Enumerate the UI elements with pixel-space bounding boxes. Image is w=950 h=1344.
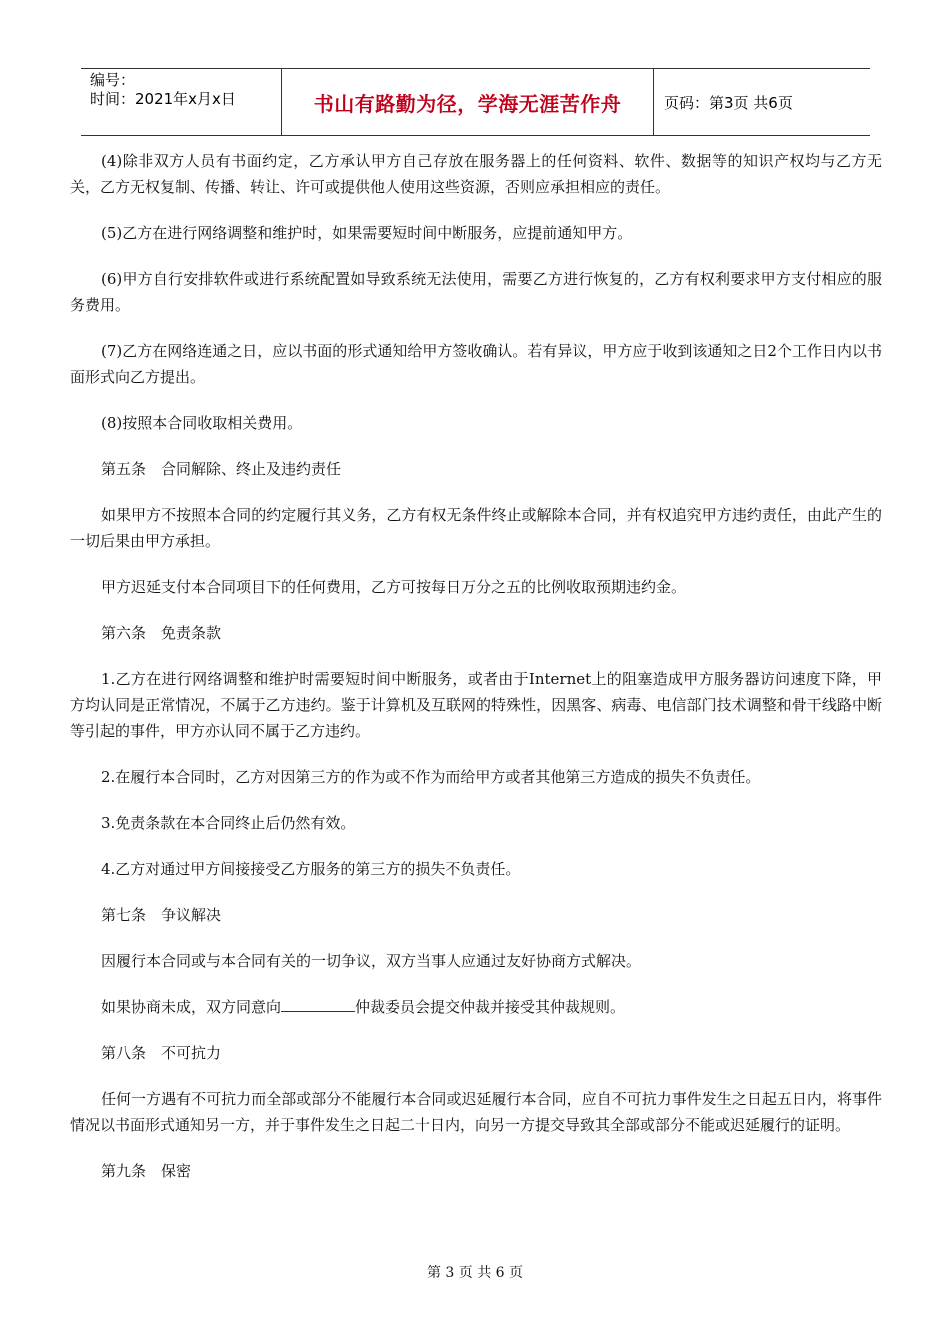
paragraph: 甲方迟延支付本合同项目下的任何费用，乙方可按每日万分之五的比例收取预期违约金。 <box>101 578 687 596</box>
paragraph: 3.免责条款在本合同终止后仍然有效。 <box>101 814 356 832</box>
document-body <box>70 148 882 1204</box>
paragraph: 4.乙方对通过甲方间接接受乙方服务的第三方的损失不负责任。 <box>101 860 521 878</box>
arbitration-blank-field <box>281 997 355 1012</box>
paragraph-arbitration <box>70 994 882 1020</box>
header-page-info: 页码：第3页 共6页 <box>664 93 793 112</box>
paragraph: (4)除非双方人员有书面约定，乙方承认甲方自己存放在服务器上的任何资料、软件、数据等的知识产权均与乙方无关，乙方无权复制、传播、转让、许可或提供他人使用这些资源，否则应承担相应的责任。 <box>70 152 882 196</box>
header-motto: 书山有路勤为径，学海无涯苦作舟 <box>282 69 654 135</box>
paragraph: (6)甲方自行安排软件或进行系统配置如导致系统无法使用，需要乙方进行恢复的，乙方有权利要求甲方支付相应的服务费用。 <box>70 270 882 314</box>
section-heading-5: 第五条 合同解除、终止及违约责任 <box>101 460 342 478</box>
paragraph: 任何一方遇有不可抗力而全部或部分不能履行本合同或迟延履行本合同，应自不可抗力事件发生之日起五日内，将事件情况以书面形式通知另一方，并于事件发生之日起二十日内，向另一方提交导致其全部或部分不能或迟延履行的证明。 <box>70 1090 882 1134</box>
page-header <box>81 68 870 136</box>
page-footer <box>0 1262 950 1282</box>
header-meta <box>81 69 282 135</box>
section-heading-9: 第九条 保密 <box>101 1162 192 1180</box>
section-heading-7: 第七条 争议解决 <box>101 906 222 924</box>
paragraph: 2.在履行本合同时，乙方对因第三方的作为或不作为而给甲方或者其他第三方造成的损失不负责任。 <box>101 768 761 786</box>
arbitration-text-after: 仲裁委员会提交仲裁并接受其仲裁规则。 <box>355 998 626 1016</box>
footer-page-number: 第 3 页 共 6 页 <box>426 1265 524 1281</box>
section-heading-8: 第八条 不可抗力 <box>101 1044 222 1062</box>
paragraph: (8)按照本合同收取相关费用。 <box>101 414 303 432</box>
paragraph: (7)乙方在网络连通之日，应以书面的形式通知给甲方签收确认。若有异议，甲方应于收到该通知之日2个工作日内以书面形式向乙方提出。 <box>70 342 882 386</box>
document-date: 时间：2021年x月x日 <box>90 90 236 108</box>
document-number-label: 编号： <box>90 71 136 89</box>
paragraph: 因履行本合同或与本合同有关的一切争议，双方当事人应通过友好协商方式解决。 <box>101 952 642 970</box>
section-heading-6: 第六条 免责条款 <box>101 624 222 642</box>
paragraph: 1.乙方在进行网络调整和维护时需要短时间中断服务，或者由于Internet上的阻塞造成甲方服务器访问速度下降，甲方均认同是正常情况，不属于乙方违约。鉴于计算机及互联网的特殊性，因黑客、病毒、电信部门技术调整和骨干线路中断等引起的事件，甲方亦认同不属于乙方违约。 <box>70 670 882 740</box>
arbitration-text-before: 如果协商未成，双方同意向 <box>101 998 282 1016</box>
paragraph: 如果甲方不按照本合同的约定履行其义务，乙方有权无条件终止或解除本合同，并有权追究甲方违约责任，由此产生的一切后果由甲方承担。 <box>70 506 882 550</box>
paragraph: (5)乙方在进行网络调整和维护时，如果需要短时间中断服务，应提前通知甲方。 <box>101 224 633 242</box>
